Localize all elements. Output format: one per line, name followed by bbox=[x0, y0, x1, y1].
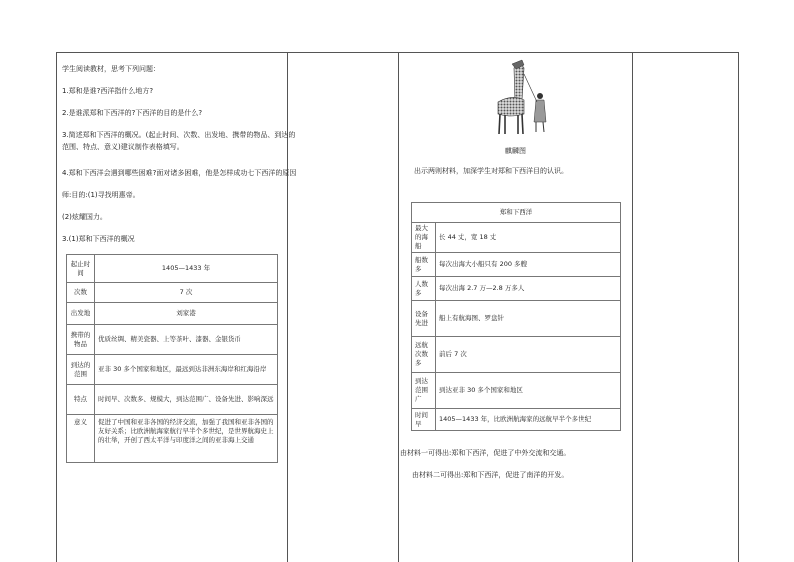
voyage-evidence-table bbox=[411, 202, 621, 431]
table-row bbox=[67, 325, 278, 355]
row-value: 7 次 bbox=[95, 283, 278, 303]
table-header-row bbox=[412, 203, 621, 223]
right-intro: 出示两则材料，加深学生对郑和下西洋目的认识。 bbox=[414, 167, 568, 175]
left-table-title: 3.(1)郑和下西洋的概况 bbox=[62, 235, 135, 243]
col-border-1 bbox=[287, 52, 288, 562]
table-row bbox=[412, 373, 621, 409]
col-border-4 bbox=[738, 52, 739, 562]
table-row bbox=[67, 385, 278, 415]
row-label: 意义 bbox=[67, 415, 95, 463]
row-value: 船上有航海图、罗盘针 bbox=[436, 301, 621, 337]
row-label: 到达范围广 bbox=[412, 373, 436, 409]
voyage-overview-table bbox=[66, 254, 278, 463]
question-3-line2: 范围、特点、意义)建议制作表格填写。 bbox=[62, 143, 184, 151]
row-label: 船数多 bbox=[412, 253, 436, 277]
row-label: 时间早 bbox=[412, 409, 436, 431]
question-4-line1: 4.郑和下西洋会遇到哪些困难?面对诸多困难，他是怎样成功七下西洋的原因 bbox=[62, 169, 297, 177]
table-row bbox=[412, 223, 621, 253]
row-value: 到达亚非 30 多个国家和地区 bbox=[436, 373, 621, 409]
table-row bbox=[67, 355, 278, 385]
row-value: 1405—1433 年，比欧洲航海家的远航早半个多世纪 bbox=[436, 409, 621, 431]
conclusion-2: 由材料二可得出:郑和下西洋，促进了南洋的开发。 bbox=[412, 471, 569, 479]
row-value: 时间早、次数多、规模大，到达范围广、设备先进、影响深远 bbox=[95, 385, 278, 415]
row-label: 特点 bbox=[67, 385, 95, 415]
table-row bbox=[412, 277, 621, 301]
giraffe-illustration bbox=[488, 58, 558, 138]
question-4-line3: (2)炫耀国力。 bbox=[62, 213, 107, 221]
row-value: 每次出海大小船只有 200 多艘 bbox=[436, 253, 621, 277]
table-row bbox=[412, 337, 621, 373]
table-row bbox=[67, 303, 278, 325]
col-border-0 bbox=[56, 52, 57, 562]
table-header: 郑和下西洋 bbox=[412, 203, 621, 223]
row-value: 长 44 丈，宽 18 丈 bbox=[436, 223, 621, 253]
row-label: 人数多 bbox=[412, 277, 436, 301]
table-row bbox=[412, 253, 621, 277]
col-border-3 bbox=[632, 52, 633, 562]
table-row bbox=[412, 409, 621, 431]
row-value: 优质丝绸、精美瓷器、上等茶叶、漆器、金银货币 bbox=[95, 325, 278, 355]
table-row bbox=[67, 255, 278, 283]
conclusion-1: 由材料一可得出:郑和下西洋，促进了中外交流和交通。 bbox=[400, 449, 571, 457]
table-top-border bbox=[56, 52, 738, 53]
row-value: 每次出海 2.7 万—2.8 万多人 bbox=[436, 277, 621, 301]
question-2: 2.是谁派郑和下西洋的?下西洋的目的是什么? bbox=[62, 109, 203, 117]
row-value: 促进了中国和亚非各国的经济交流，加强了我国和亚非各国的友好关系；比欧洲航海家航行早半个多世纪，是世界航海史上的壮举，开创了西太平洋与印度洋之间的亚非海上交通 bbox=[95, 415, 278, 463]
row-label: 最大的海船 bbox=[412, 223, 436, 253]
question-3-line1: 3.简述郑和下西洋的概况。(起止时间、次数、出发地、携带的物品、到达的 bbox=[62, 131, 296, 139]
row-label: 出发地 bbox=[67, 303, 95, 325]
table-row bbox=[67, 415, 278, 463]
table-row bbox=[412, 301, 621, 337]
row-label: 到达的范围 bbox=[67, 355, 95, 385]
row-label: 携带的物品 bbox=[67, 325, 95, 355]
question-1: 1.郑和是谁?西洋指什么地方? bbox=[62, 87, 154, 95]
figure-caption: 麒麟图 bbox=[505, 147, 526, 155]
row-label: 远航次数多 bbox=[412, 337, 436, 373]
row-value: 刘家港 bbox=[95, 303, 278, 325]
left-intro: 学生阅读教材，思考下列问题： bbox=[62, 65, 160, 73]
question-4-line2: 师:目的:(1)寻找明惠帝。 bbox=[62, 191, 140, 199]
table-row bbox=[67, 283, 278, 303]
row-label: 起止时间 bbox=[67, 255, 95, 283]
row-value: 前后 7 次 bbox=[436, 337, 621, 373]
col-border-2 bbox=[398, 52, 399, 562]
row-label: 设备先进 bbox=[412, 301, 436, 337]
row-value: 1405—1433 年 bbox=[95, 255, 278, 283]
row-label: 次数 bbox=[67, 283, 95, 303]
row-value: 亚非 30 多个国家和地区，最远到达非洲东海岸和红海沿岸 bbox=[95, 355, 278, 385]
